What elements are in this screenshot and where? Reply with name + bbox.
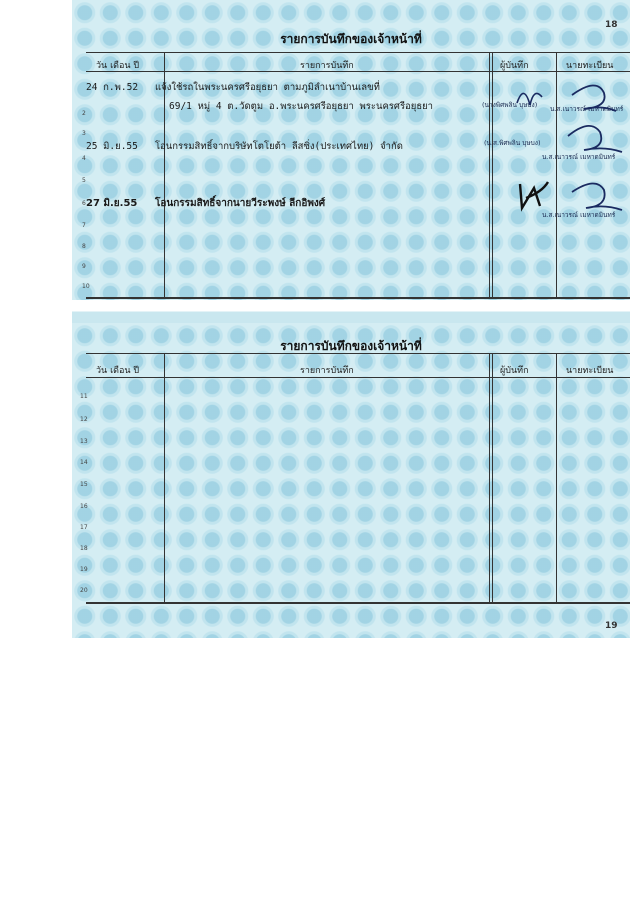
registration-page-19 bbox=[72, 323, 630, 638]
entry-date: 27 มิ.ย.55 bbox=[86, 198, 138, 209]
recorder-name: (น.ส.พิศพลิน บุษบง) bbox=[484, 139, 541, 147]
header-rule-bottom bbox=[86, 71, 630, 72]
header-rule-top bbox=[86, 52, 630, 53]
row-number: 9 bbox=[82, 263, 86, 270]
row-number: 3 bbox=[82, 130, 86, 137]
column-divider-entry bbox=[489, 353, 490, 602]
registrar-name: น.ส.เนาวรณ์ เมหาดมินทร์ bbox=[550, 105, 624, 113]
entry-text: โอนกรรมสิทธิ์จากบริษัทโตโยต้า ลีสซิ่ง(ประเทศไทย) จำกัด bbox=[155, 141, 403, 152]
row-number: 12 bbox=[80, 416, 88, 423]
entry-text: แจ้งใช้รถในพระนครศรีอยุธยา ตามภูมิลำเนาบ้านเลขที่ bbox=[155, 82, 380, 93]
row-number: 2 bbox=[82, 110, 86, 117]
header-recorder: ผู้บันทึก bbox=[500, 366, 529, 376]
table-bottom-rule bbox=[86, 602, 630, 604]
registration-page-18 bbox=[72, 0, 630, 300]
column-divider-entry-double bbox=[492, 52, 493, 297]
row-number: 19 bbox=[80, 566, 88, 573]
header-date: วัน เดือน ปี bbox=[96, 366, 140, 376]
page-number: 19 bbox=[605, 621, 618, 631]
entry-text: โอนกรรมสิทธิ์จากนายวีระพงษ์ ลีกอิพงศ์ bbox=[155, 198, 326, 209]
header-entry: รายการบันทึก bbox=[300, 61, 354, 71]
row-number: 7 bbox=[82, 222, 86, 229]
signature-mark bbox=[512, 178, 630, 214]
registrar-name: น.ส.เนาวรณ์ เมหาดมินทร์ bbox=[542, 153, 616, 161]
entry-text: 69/1 หมู่ 4 ต.วัดตูม อ.พระนครศรีอยุธยา พระนครศรีอยุธยา bbox=[169, 101, 434, 112]
header-registrar: นายทะเบียน bbox=[566, 366, 614, 376]
row-number: 18 bbox=[80, 545, 88, 552]
signature-mark bbox=[560, 118, 630, 156]
signature-mark bbox=[512, 75, 622, 115]
header-rule-bottom bbox=[86, 377, 630, 378]
entry-date: 25 มิ.ย.55 bbox=[86, 141, 138, 152]
row-number: 13 bbox=[80, 438, 88, 445]
header-date: วัน เดือน ปี bbox=[96, 61, 140, 71]
table-bottom-rule bbox=[86, 297, 630, 299]
row-number: 8 bbox=[82, 243, 86, 250]
page-number: 18 bbox=[605, 20, 618, 30]
page-separator bbox=[72, 300, 630, 323]
header-registrar: นายทะเบียน bbox=[566, 61, 614, 71]
column-divider-entry bbox=[489, 52, 490, 297]
column-divider-recorder bbox=[556, 353, 557, 602]
row-number: 4 bbox=[82, 155, 86, 162]
row-number: 14 bbox=[80, 459, 88, 466]
header-recorder: ผู้บันทึก bbox=[500, 61, 529, 71]
row-number: 17 bbox=[80, 524, 88, 531]
header-rule-top bbox=[86, 353, 630, 354]
registrar-name: น.ส.เนาวรณ์ เมหาดมินทร์ bbox=[542, 211, 616, 219]
section-title: รายการบันทึกของเจ้าหน้าที่ bbox=[280, 339, 422, 353]
column-divider-date bbox=[164, 353, 165, 602]
row-number: 15 bbox=[80, 481, 88, 488]
row-number: 10 bbox=[82, 283, 90, 290]
section-title: รายการบันทึกของเจ้าหน้าที่ bbox=[280, 32, 422, 46]
row-number: 5 bbox=[82, 177, 86, 184]
recorder-name: (นางพิศพลิน บุษบง) bbox=[482, 101, 538, 109]
entry-date: 24 ก.พ.52 bbox=[86, 82, 139, 93]
header-entry: รายการบันทึก bbox=[300, 366, 354, 376]
row-number: 20 bbox=[80, 587, 88, 594]
row-number: 6 bbox=[82, 200, 86, 207]
column-divider-entry-double bbox=[492, 353, 493, 602]
row-number: 16 bbox=[80, 503, 88, 510]
row-number: 11 bbox=[80, 393, 88, 400]
